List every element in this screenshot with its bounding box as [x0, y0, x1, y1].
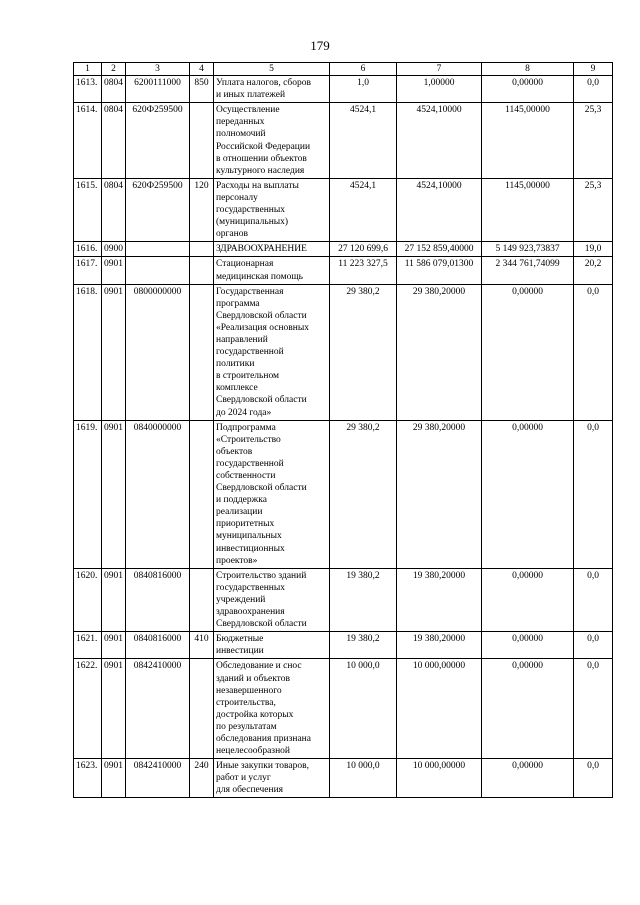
item-name-line: незавершенного: [216, 685, 282, 696]
item-name-line: реализации: [216, 507, 263, 518]
expense-type-code: 120: [190, 178, 214, 241]
amount-col-7: 27 152 859,40000: [397, 242, 482, 257]
target-article-code: 6200111000: [126, 76, 190, 103]
item-name-line: культурного наследия: [216, 165, 305, 176]
percent-col-9: 0,0: [574, 284, 613, 420]
target-article-code: 620Ф259500: [126, 178, 190, 241]
amount-col-6: 27 120 699,6: [330, 242, 397, 257]
expense-type-code: 850: [190, 76, 214, 103]
amount-col-6: 10 000,0: [330, 759, 397, 798]
percent-col-9: 0,0: [574, 420, 613, 568]
item-name-line: «Реализация основных: [216, 322, 309, 333]
amount-col-6: 29 380,2: [330, 284, 397, 420]
item-name: [214, 76, 330, 103]
percent-col-9: 25,3: [574, 103, 613, 179]
item-name-line: Бюджетные: [216, 634, 264, 645]
amount-col-7: 19 380,20000: [397, 568, 482, 631]
target-article-code: [126, 242, 190, 257]
section-code: 0900: [102, 242, 126, 257]
amount-col-6: 29 380,2: [330, 420, 397, 568]
amount-col-8: 0,00000: [482, 659, 574, 759]
amount-col-7: 10 000,00000: [397, 759, 482, 798]
percent-col-9: 0,0: [574, 568, 613, 631]
amount-col-6: 11 223 327,5: [330, 257, 397, 284]
item-name-line: Российской Федерации: [216, 141, 311, 152]
percent-col-9: 19,0: [574, 242, 613, 257]
table-row: [74, 257, 613, 284]
item-name-line: (муниципальных): [216, 217, 289, 228]
item-name-line: достройка которых: [216, 709, 294, 720]
column-header: 4: [190, 63, 214, 76]
item-name: [214, 257, 330, 284]
amount-col-7: 11 586 079,01300: [397, 257, 482, 284]
item-name-line: в отношении объектов: [216, 153, 307, 164]
item-name-line: Стационарная: [216, 259, 274, 270]
column-header: 9: [574, 63, 613, 76]
item-name-line: Осуществление: [216, 105, 280, 116]
section-code: 0901: [102, 284, 126, 420]
item-name-line: государственных: [216, 205, 286, 216]
section-code: 0901: [102, 759, 126, 798]
item-name-line: государственных: [216, 582, 286, 593]
section-code: 0804: [102, 103, 126, 179]
item-name: [214, 103, 330, 179]
item-name: [214, 659, 330, 759]
item-name-line: Уплата налогов, сборов: [216, 78, 311, 89]
table-row: [74, 76, 613, 103]
item-name-line: инвестиции: [216, 646, 264, 657]
page-number: 179: [310, 38, 330, 53]
amount-col-6: 4524,1: [330, 178, 397, 241]
amount-col-8: 0,00000: [482, 568, 574, 631]
table-row: [74, 242, 613, 257]
expense-type-code: [190, 103, 214, 179]
row-number: 1623.: [74, 759, 102, 798]
column-header: 2: [102, 63, 126, 76]
table-row: [74, 420, 613, 568]
item-name-line: до 2024 года»: [216, 407, 272, 418]
table-row: [74, 568, 613, 631]
item-name-line: объектов: [216, 446, 253, 457]
item-name: [214, 759, 330, 798]
table-row: [74, 103, 613, 179]
item-name-line: Подпрограмма: [216, 422, 276, 433]
row-number: 1617.: [74, 257, 102, 284]
amount-col-6: 4524,1: [330, 103, 397, 179]
table-row: [74, 632, 613, 659]
row-number: 1613.: [74, 76, 102, 103]
item-name-line: проектов»: [216, 555, 258, 566]
column-header: 7: [397, 63, 482, 76]
percent-col-9: 20,2: [574, 257, 613, 284]
amount-col-7: 19 380,20000: [397, 632, 482, 659]
item-name-line: учреждений: [216, 594, 266, 605]
item-name-line: по результатам: [216, 721, 277, 732]
section-code: 0804: [102, 76, 126, 103]
amount-col-7: 10 000,00000: [397, 659, 482, 759]
table-row: [74, 759, 613, 798]
amount-col-8: 0,00000: [482, 76, 574, 103]
amount-col-7: 29 380,20000: [397, 420, 482, 568]
amount-col-7: 4524,10000: [397, 103, 482, 179]
expense-type-code: 410: [190, 632, 214, 659]
item-name-line: нецелесообразной: [216, 746, 290, 757]
row-number: 1618.: [74, 284, 102, 420]
section-code: 0901: [102, 568, 126, 631]
amount-col-8: 1145,00000: [482, 103, 574, 179]
target-article-code: 0800000000: [126, 284, 190, 420]
amount-col-7: 29 380,20000: [397, 284, 482, 420]
item-name: [214, 178, 330, 241]
section-code: 0804: [102, 178, 126, 241]
item-name-line: полномочий: [216, 129, 266, 140]
item-name-line: и поддержка: [216, 495, 267, 506]
row-number: 1622.: [74, 659, 102, 759]
item-name-line: ЗДРАВООХРАНЕНИЕ: [216, 244, 307, 255]
item-name-line: Обследование и снос: [216, 661, 302, 672]
item-name-line: Строительство зданий: [216, 570, 307, 581]
table-header-row: [74, 63, 613, 76]
amount-col-8: 2 344 761,74099: [482, 257, 574, 284]
expense-type-code: [190, 284, 214, 420]
item-name-line: переданных: [216, 117, 265, 128]
item-name-line: обследования признана: [216, 733, 311, 744]
item-name-line: Свердловской области: [216, 619, 307, 630]
item-name-line: Свердловской области: [216, 310, 307, 321]
item-name-line: направлений: [216, 334, 268, 345]
expense-type-code: [190, 659, 214, 759]
row-number: 1615.: [74, 178, 102, 241]
expense-type-code: [190, 568, 214, 631]
item-name-line: программа: [216, 298, 260, 309]
item-name-line: работ и услуг: [216, 773, 271, 784]
section-code: 0901: [102, 632, 126, 659]
amount-col-8: 0,00000: [482, 420, 574, 568]
amount-col-8: 1145,00000: [482, 178, 574, 241]
expense-type-code: [190, 242, 214, 257]
expense-type-code: [190, 257, 214, 284]
table-row: [74, 284, 613, 420]
item-name: [214, 242, 330, 257]
target-article-code: 0840000000: [126, 420, 190, 568]
item-name-line: органов: [216, 229, 248, 240]
section-code: 0901: [102, 420, 126, 568]
percent-col-9: 0,0: [574, 759, 613, 798]
amount-col-8: 0,00000: [482, 284, 574, 420]
column-header: 1: [74, 63, 102, 76]
amount-col-7: 4524,10000: [397, 178, 482, 241]
target-article-code: 0842410000: [126, 659, 190, 759]
item-name: [214, 568, 330, 631]
item-name-line: комплексе: [216, 383, 258, 394]
item-name-line: политики: [216, 359, 255, 370]
target-article-code: 0842410000: [126, 759, 190, 798]
column-header: 3: [126, 63, 190, 76]
row-number: 1616.: [74, 242, 102, 257]
item-name-line: медицинская помощь: [216, 271, 303, 282]
item-name-line: приоритетных: [216, 519, 275, 530]
item-name-line: для обеспечения: [216, 785, 284, 796]
percent-col-9: 0,0: [574, 76, 613, 103]
expense-type-code: 240: [190, 759, 214, 798]
expense-type-code: [190, 420, 214, 568]
row-number: 1619.: [74, 420, 102, 568]
target-article-code: 0840816000: [126, 568, 190, 631]
item-name: [214, 420, 330, 568]
section-code: 0901: [102, 257, 126, 284]
item-name-line: государственной: [216, 458, 284, 469]
item-name-line: собственности: [216, 471, 276, 481]
amount-col-6: 19 380,2: [330, 568, 397, 631]
item-name-line: инвестиционных: [216, 543, 285, 554]
target-article-code: 620Ф259500: [126, 103, 190, 179]
target-article-code: [126, 257, 190, 284]
row-number: 1621.: [74, 632, 102, 659]
target-article-code: 0840816000: [126, 632, 190, 659]
item-name: [214, 284, 330, 420]
item-name-line: Свердловской области: [216, 483, 307, 494]
item-name-line: зданий и объектов: [216, 673, 290, 684]
item-name-line: Государственная: [216, 286, 284, 297]
item-name-line: строительства,: [216, 697, 276, 708]
amount-col-7: 1,00000: [397, 76, 482, 103]
column-header: 8: [482, 63, 574, 76]
percent-col-9: 25,3: [574, 178, 613, 241]
item-name: [214, 632, 330, 659]
column-header: 6: [330, 63, 397, 76]
item-name-line: Иные закупки товаров,: [216, 761, 309, 772]
budget-table: [73, 62, 613, 798]
item-name-line: «Строительство: [216, 434, 281, 445]
amount-col-8: 5 149 923,73837: [482, 242, 574, 257]
amount-col-8: 0,00000: [482, 632, 574, 659]
item-name-line: Свердловской области: [216, 395, 307, 406]
item-name-line: в строительном: [216, 371, 280, 382]
amount-col-6: 1,0: [330, 76, 397, 103]
table-row: [74, 659, 613, 759]
amount-col-8: 0,00000: [482, 759, 574, 798]
percent-col-9: 0,0: [574, 659, 613, 759]
amount-col-6: 19 380,2: [330, 632, 397, 659]
item-name-line: Расходы на выплаты: [216, 180, 299, 191]
item-name-line: муниципальных: [216, 531, 282, 542]
section-code: 0901: [102, 659, 126, 759]
row-number: 1614.: [74, 103, 102, 179]
row-number: 1620.: [74, 568, 102, 631]
item-name-line: здравоохранения: [216, 607, 285, 618]
item-name-line: государственной: [216, 347, 284, 358]
table-row: [74, 178, 613, 241]
item-name-line: и иных платежей: [216, 90, 286, 101]
percent-col-9: 0,0: [574, 632, 613, 659]
item-name-line: персоналу: [216, 192, 258, 203]
column-header: 5: [214, 63, 330, 76]
amount-col-6: 10 000,0: [330, 659, 397, 759]
